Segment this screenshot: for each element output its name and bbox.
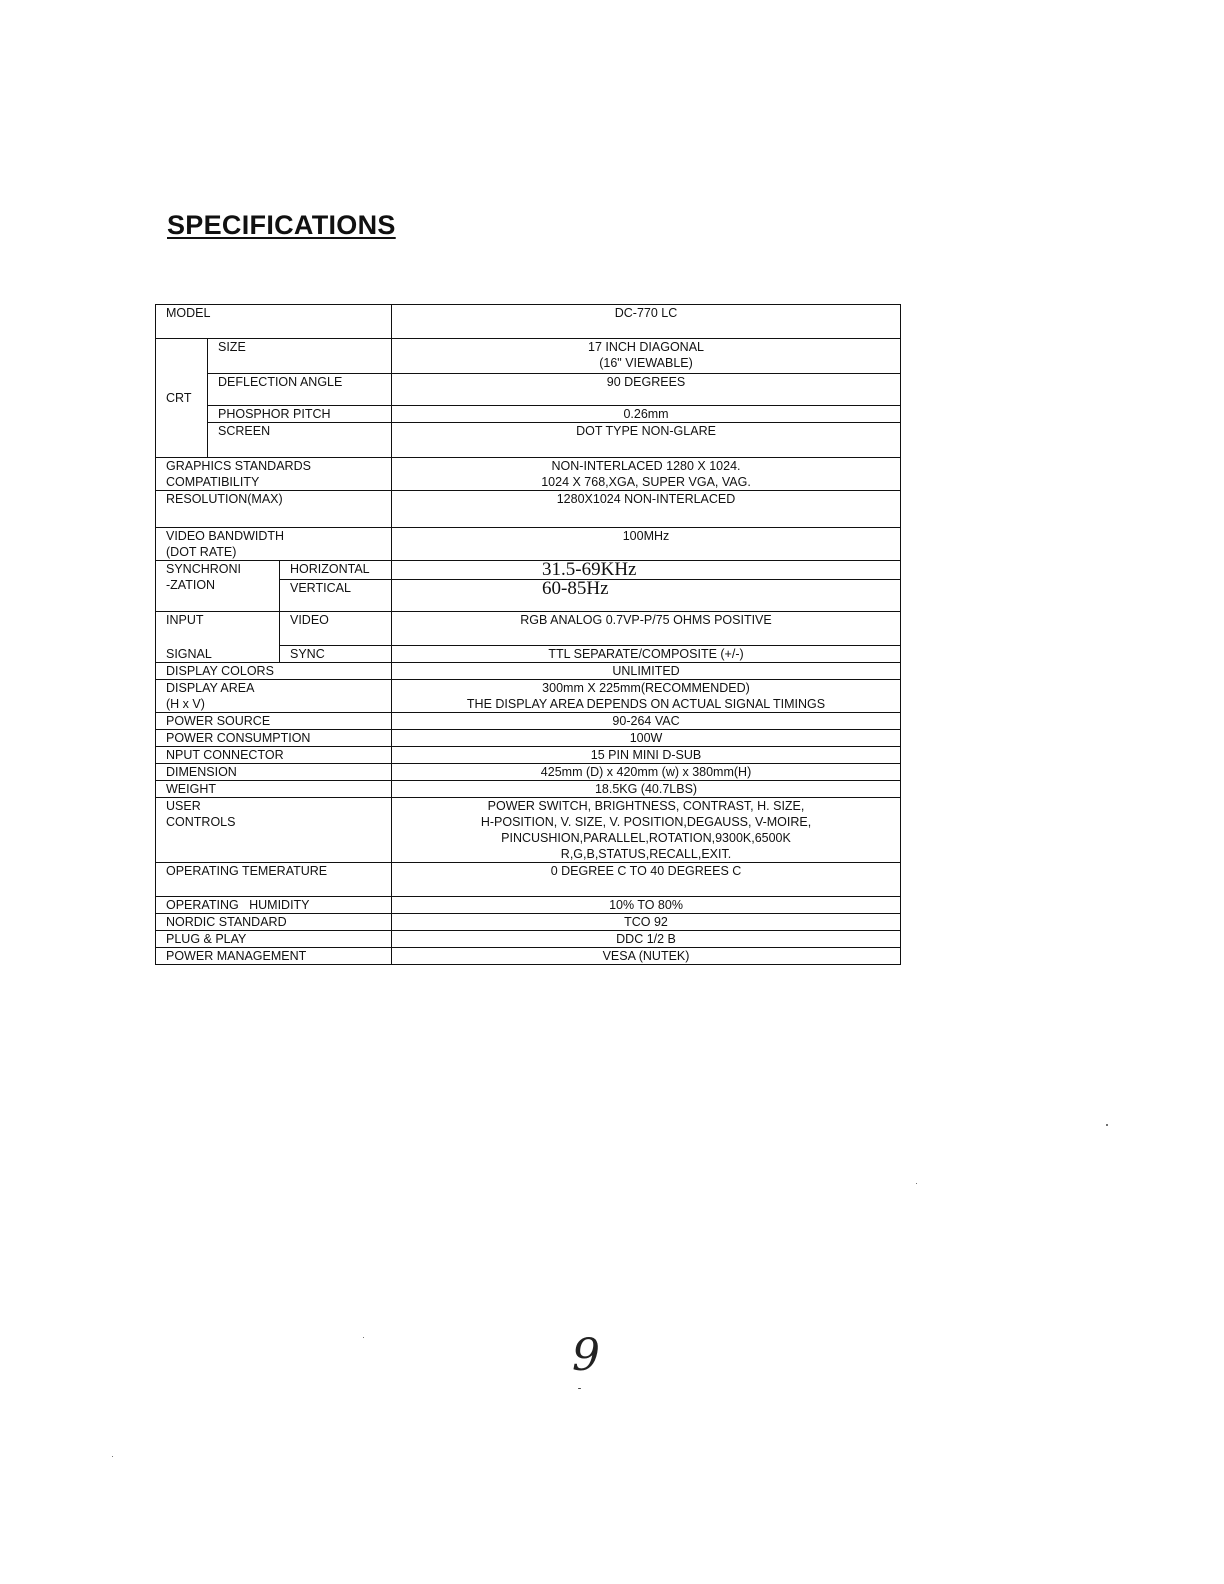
horizontal-value: 31.5-69KHz [392,561,901,580]
model-label: MODEL [156,305,392,339]
page-title: SPECIFICATIONS [167,210,396,240]
horizontal-label: HORIZONTAL [280,561,392,580]
graphics-label: GRAPHICS STANDARDS COMPATIBILITY [156,458,392,491]
specifications-table [155,304,901,965]
power-consumption-label: POWER CONSUMPTION [156,730,392,747]
phosphor-label: PHOSPHOR PITCH [208,406,392,423]
table-row [156,374,901,406]
crt-size-label: SIZE [208,339,392,374]
table-row [156,730,901,747]
table-row [156,528,901,561]
scan-speck [916,1183,917,1184]
scan-speck [578,1388,581,1389]
screen-label: SCREEN [208,423,392,458]
table-row [156,406,901,423]
scan-speck [112,1456,113,1457]
power-mgmt-value: VESA (NUTEK) [392,948,901,965]
table-row [156,663,901,680]
weight-label: WEIGHT [156,781,392,798]
vertical-label: VERTICAL [280,580,392,612]
sync-signal-label: SYNC [280,646,392,663]
op-humidity-label: OPERATING HUMIDITY [156,897,392,914]
weight-value: 18.5KG (40.7LBS) [392,781,901,798]
colors-label: DISPLAY COLORS [156,663,392,680]
table-row [156,561,901,580]
phosphor-value: 0.26mm [392,406,901,423]
crt-label: CRT [156,339,208,458]
table-row [156,863,901,897]
bandwidth-value: 100MHz [392,528,901,561]
model-value: DC-770 LC [392,305,901,339]
table-row [156,612,901,646]
op-temp-value: 0 DEGREE C TO 40 DEGREES C [392,863,901,897]
table-row [156,798,901,863]
plug-play-label: PLUG & PLAY [156,931,392,948]
table-row [156,491,901,528]
table-row [156,931,901,948]
power-source-label: POWER SOURCE [156,713,392,730]
table-row [156,423,901,458]
screen-value: DOT TYPE NON-GLARE [392,423,901,458]
crt-size-value: 17 INCH DIAGONAL (16" VIEWABLE) [392,339,901,374]
input-signal-label: INPUT SIGNAL [156,612,280,663]
table-row [156,781,901,798]
nordic-label: NORDIC STANDARD [156,914,392,931]
power-source-value: 90-264 VAC [392,713,901,730]
table-row [156,914,901,931]
input-connector-label: NPUT CONNECTOR [156,747,392,764]
table-row [156,948,901,965]
table-row [156,747,901,764]
area-label: DISPLAY AREA (H x V) [156,680,392,713]
power-consumption-value: 100W [392,730,901,747]
resolution-label: RESOLUTION(MAX) [156,491,392,528]
page-number: 9 [572,1330,600,1381]
graphics-value: NON-INTERLACED 1280 X 1024. 1024 X 768,XGA, SUPER VGA, VAG. [392,458,901,491]
table-row [156,897,901,914]
dimension-label: DIMENSION [156,764,392,781]
op-humidity-value: 10% TO 80% [392,897,901,914]
sync-signal-value: TTL SEPARATE/COMPOSITE (+/-) [392,646,901,663]
video-value: RGB ANALOG 0.7VP-P/75 OHMS POSITIVE [392,612,901,646]
colors-value: UNLIMITED [392,663,901,680]
user-controls-value: POWER SWITCH, BRIGHTNESS, CONTRAST, H. SIZE, H-POSITION, V. SIZE, V. POSITION,DEGAUSS, V-MOIRE, PINCUSHION,PARALLEL,ROTATION,9300K,6500K R,G,B,STATUS,RECALL,EXIT. [392,798,901,863]
table-row [156,339,901,374]
vertical-value: 60-85Hz [392,580,901,612]
table-row [156,305,901,339]
table-row [156,713,901,730]
video-label: VIDEO [280,612,392,646]
sync-label: SYNCHRONI -ZATION [156,561,280,612]
input-connector-value: 15 PIN MINI D-SUB [392,747,901,764]
power-mgmt-label: POWER MANAGEMENT [156,948,392,965]
deflection-value: 90 DEGREES [392,374,901,406]
table-row [156,764,901,781]
plug-play-value: DDC 1/2 B [392,931,901,948]
dimension-value: 425mm (D) x 420mm (w) x 380mm(H) [392,764,901,781]
resolution-value: 1280X1024 NON-INTERLACED [392,491,901,528]
scan-speck [363,1337,364,1338]
op-temp-label: OPERATING TEMERATURE [156,863,392,897]
table-row [156,458,901,491]
user-controls-label: USER CONTROLS [156,798,392,863]
bandwidth-label: VIDEO BANDWIDTH (DOT RATE) [156,528,392,561]
table-row [156,680,901,713]
deflection-label: DEFLECTION ANGLE [208,374,392,406]
scan-speck [1106,1124,1108,1126]
area-value: 300mm X 225mm(RECOMMENDED) THE DISPLAY AREA DEPENDS ON ACTUAL SIGNAL TIMINGS [392,680,901,713]
nordic-value: TCO 92 [392,914,901,931]
